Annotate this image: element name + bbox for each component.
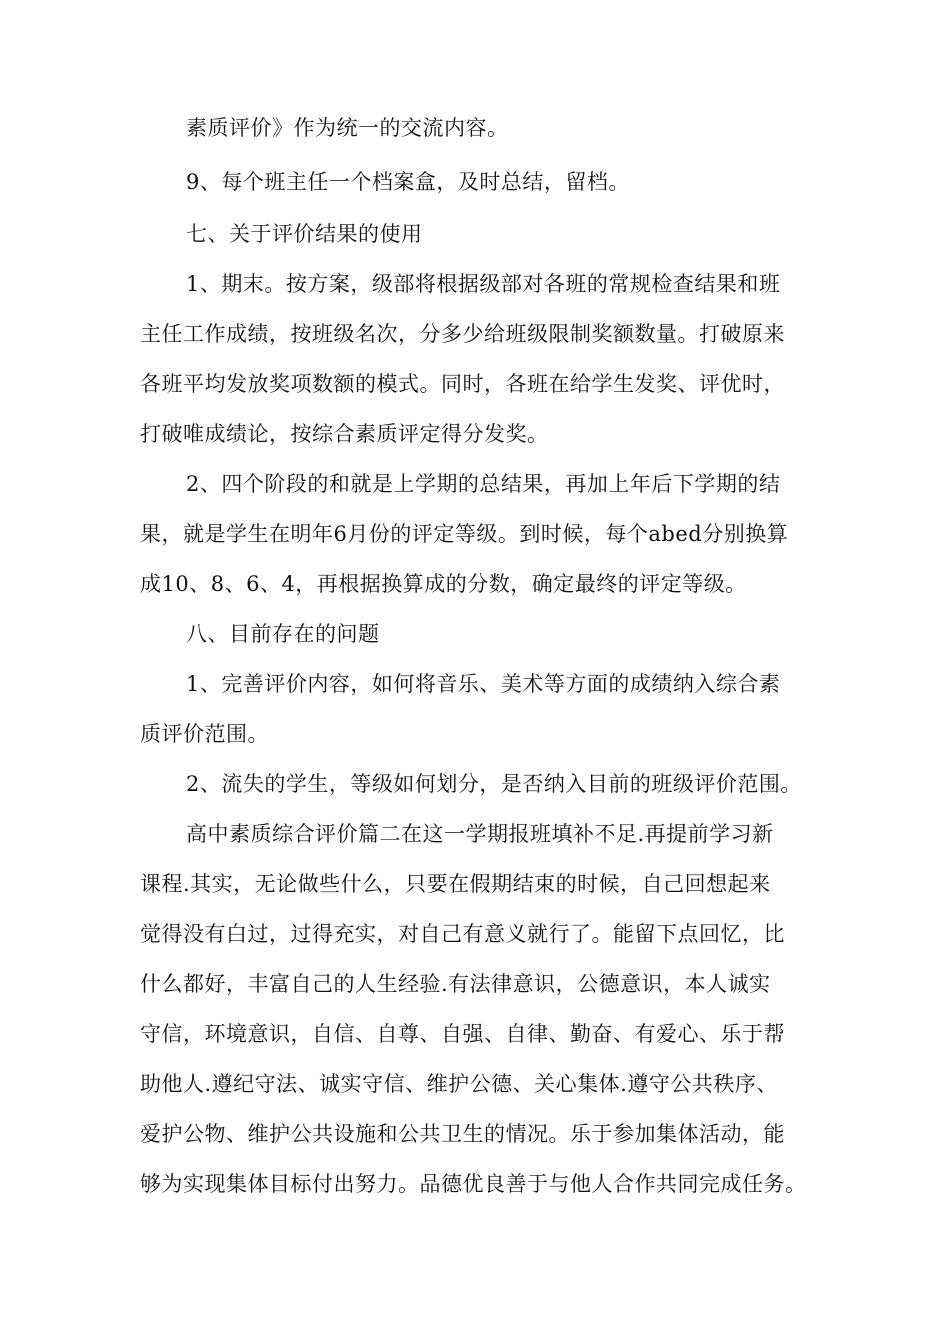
text-line: 成10、8、6、4，再根据换算成的分数，确定最终的评定等级。 <box>140 572 747 596</box>
text-line: 1、完善评价内容，如何将音乐、美术等方面的成绩纳入综合素 <box>186 672 781 696</box>
text-line: 素质评价》作为统一的交流内容。 <box>186 116 509 140</box>
text-line: 爱护公物、维护公共设施和公共卫生的情况。乐于参加集体活动，能 <box>140 1122 785 1146</box>
text-line: 9、每个班主任一个档案盒，及时总结，留档。 <box>186 170 630 194</box>
text-line: 够为实现集体目标付出努力。品德优良善于与他人合作共同完成任务。 <box>140 1172 807 1196</box>
text-line: 2、四个阶段的和就是上学期的总结果，再加上年后下学期的结 <box>186 472 781 496</box>
text-line: 什么都好，丰富自己的人生经验.有法律意识，公德意识，本人诚实 <box>140 972 771 996</box>
text-line: 果，就是学生在明年6月份的评定等级。到时候，每个abed分别换算 <box>140 522 789 546</box>
text-line: 主任工作成绩，按班级名次，分多少给班级限制奖额数量。打破原来 <box>140 322 785 346</box>
section-heading: 八、目前存在的问题 <box>186 622 380 646</box>
text-line: 各班平均发放奖项数额的模式。同时，各班在给学生发奖、评优时， <box>140 372 785 396</box>
text-line: 质评价范围。 <box>140 722 269 746</box>
text-line: 1、期末。按方案，级部将根据级部对各班的常规检查结果和班 <box>186 272 781 296</box>
text-line: 2、流失的学生，等级如何划分，是否纳入目前的班级评价范围。 <box>186 772 802 796</box>
section-heading: 七、关于评价结果的使用 <box>186 222 423 246</box>
text-line: 打破唯成绩论，按综合素质评定得分发奖。 <box>140 422 549 446</box>
text-line: 守信，环境意识，自信、自尊、自强、自律、勤奋、有爱心、乐于帮 <box>140 1022 785 1046</box>
text-line: 觉得没有白过，过得充实，对自己有意义就行了。能留下点回忆，比 <box>140 922 785 946</box>
text-line: 高中素质综合评价篇二在这一学期报班填补不足.再提前学习新 <box>186 822 774 846</box>
text-line: 助他人.遵纪守法、诚实守信、维护公德、关心集体.遵守公共秩序、 <box>140 1072 778 1096</box>
text-line: 课程.其实，无论做些什么，只要在假期结束的时候，自己回想起来 <box>140 872 771 896</box>
